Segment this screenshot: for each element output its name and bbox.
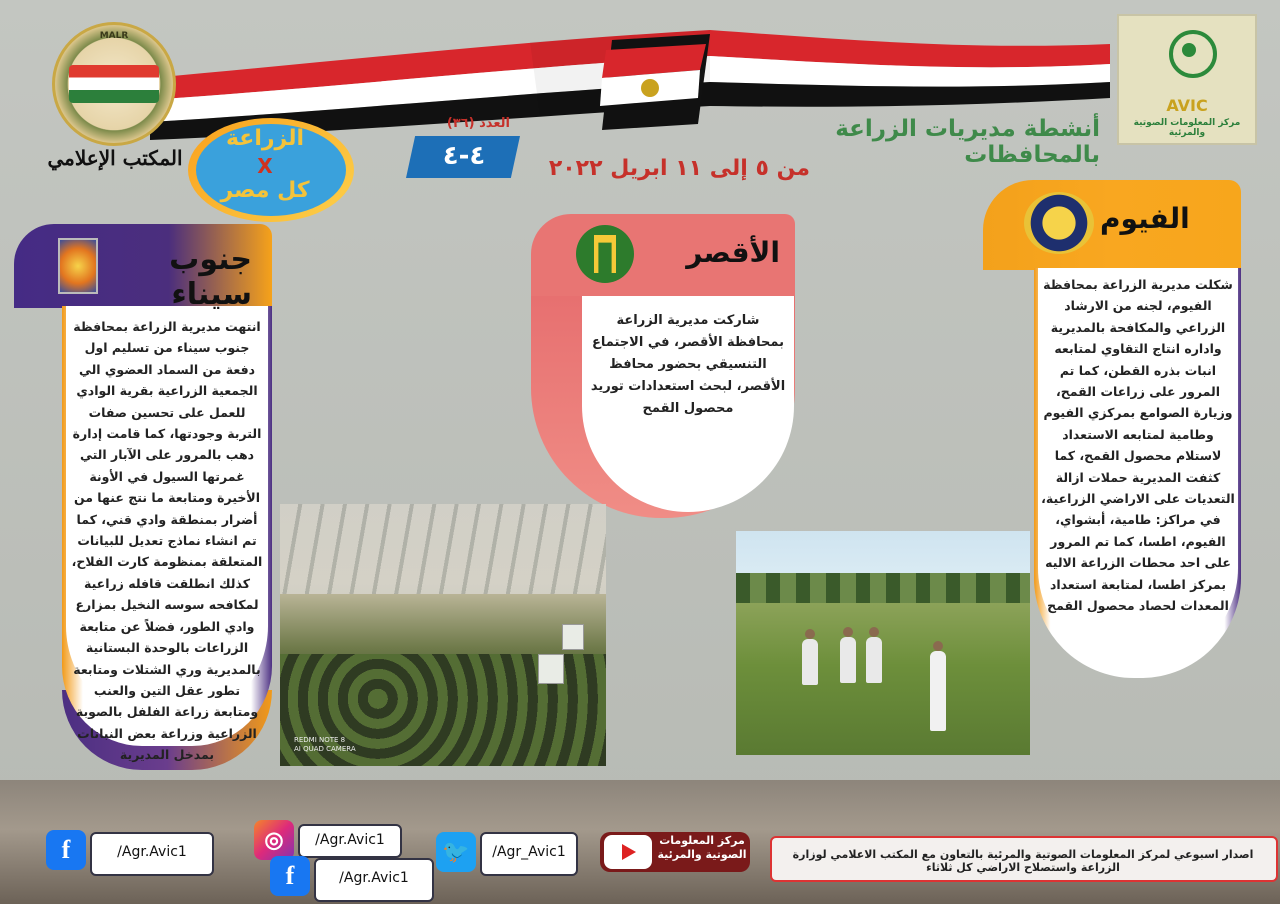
campaign-line1: الزراعة (225, 126, 305, 151)
south-sinai-text: انتهت مديرية الزراعة بمحافظة جنوب سيناء من تسليم اول دفعة من السماد العضوي الي الجمعية الزراعية بقرية الوادي للعمل على تحسين صفات التربة وجودتها، كما قامت إدارة دهب بالمرور على الآبار التي غمرتها السيول في الأونة الأخيرة ومتابعة ما نتج عنها من أضرار بمنطقة وادي قني، كما تم انشاء نماذج تعديل للبيانات المتعلقة بمنظومة كارت الفلاح، كذلك انطلقت قافله زراعية لمكافحه سوسه النخيل بمزارع وادي الطور، فضلاً عن متابعة الزراعات بالوحدة البستانية بالمديرية وري الشتلات ومتابعة تطور عقل التين والعنب ومتابعة زراعة الفلفل بالصوبة الزراعية وزراعة بعض النباتات بمدخل المديرية (71, 319, 263, 763)
wheat-field-photo (736, 531, 1030, 755)
social-label-box (314, 858, 434, 902)
date-range: من ٥ إلى ١١ ابريل ٢٠٢٢ (548, 156, 810, 181)
social-label: /Agr.Avic1 (315, 832, 385, 848)
fayoum-seal-icon (1024, 192, 1094, 254)
footer-note: اصدار اسبوعي لمركز المعلومات الصوتية والمرئية بالتعاون مع المكتب الاعلامي لوزارة الزراعة واستصلاح الاراضي كل ثلاثاء (792, 848, 1254, 874)
avic-logo (1117, 14, 1257, 145)
youtube-label: مركز المعلومات الصوتية والمرئية (657, 834, 747, 861)
youtube-icon (604, 835, 652, 869)
fayoum-title: الفيوم (1100, 202, 1190, 235)
social-label-box (480, 832, 578, 876)
office-label: المكتب الإعلامي (47, 146, 183, 170)
campaign-x: X (257, 154, 273, 178)
page-title: أنشطة مديريات الزراعة بالمحافظات (835, 116, 1100, 168)
social-label: /Agr.Avic1 (339, 870, 409, 886)
social-facebook-2[interactable] (264, 852, 434, 902)
logo-flag-band (69, 65, 159, 103)
luxor-title: الأقصر (686, 236, 780, 269)
social-label: /Agr.Avic1 (117, 844, 187, 860)
broadcast-dot (1182, 43, 1196, 57)
issue-number: ٤-٤ (442, 141, 486, 171)
facebook-icon: f (270, 856, 310, 896)
photo-caption: REDMI NOTE 8 AI QUAD CAMERA (294, 736, 356, 753)
avic-subtitle: مركز المعلومات الصوتية والمرئية (1133, 118, 1241, 138)
social-label-box (90, 832, 214, 876)
logo-text: MALR (99, 31, 129, 41)
luxor-gate-icon (576, 225, 634, 283)
south-sinai-seal-icon (58, 238, 98, 294)
social-facebook-1[interactable] (40, 826, 216, 880)
facebook-icon: f (46, 830, 86, 870)
south-sinai-title: جنوب سيناء (169, 242, 252, 312)
social-twitter[interactable] (430, 826, 580, 876)
social-label: /Agr_Avic1 (492, 844, 566, 860)
ministry-logo (52, 22, 176, 146)
twitter-icon: 🐦 (436, 832, 476, 872)
avic-name: AVIC (1166, 96, 1208, 115)
greenhouse-photo (280, 504, 606, 766)
campaign-line2: كل مصر (220, 178, 310, 203)
instagram-icon: ◎ (254, 820, 294, 860)
luxor-text: شاركت مديرية الزراعة بمحافظة الأقصر، في الاجتماع التنسيقي بحضور محافظ الأقصر، لبحث استعدادات توريد محصول القمح (590, 313, 786, 416)
fayoum-text: شكلت مديرية الزراعة بمحافظة الفيوم، لجنه من الارشاد الزراعي والمكافحة بالمديرية واداره انتاج التقاوي لمتابعه انبات بذره القطن، كما تم المرور على زراعات القمح، وزيارة الصوامع بمركزي الفيوم وطامية لمتابعه الاستعداد لاستلام محصول القمح، كما كثفت المديرية حملات ازالة التعديات على الاراضي الزراعية، في مراكز: طامية، أبشواي، الفيوم، اطسا، كما تم المرور على احد محطات الزراعة الاليه بمركز اطسا، لمتابعة استعداد المعدات لحصاد محصول القمح (1041, 277, 1235, 614)
issue-label: العدد (٣٦) (446, 116, 510, 131)
